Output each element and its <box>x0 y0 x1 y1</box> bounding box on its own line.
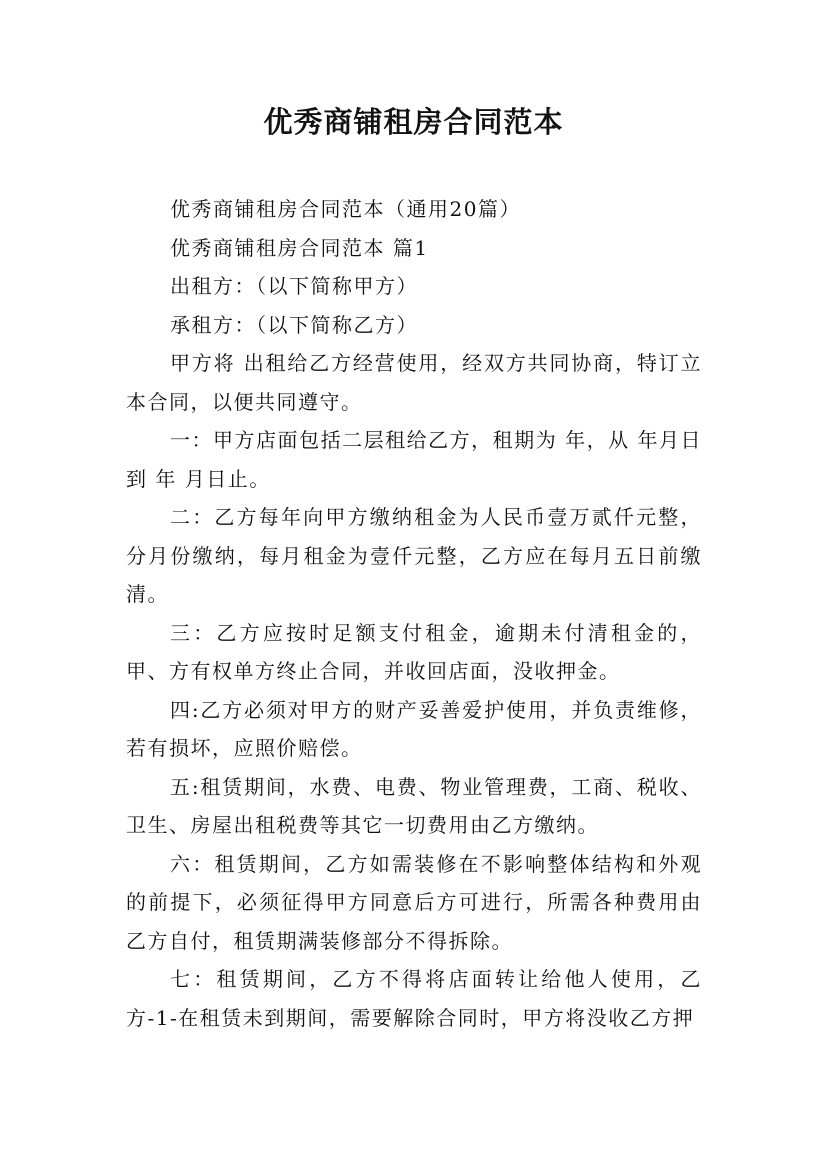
document-title: 优秀商铺租房合同范本 <box>263 105 564 139</box>
paragraph-clause-7: 七：租赁期间，乙方不得将店面转让给他人使用，乙方-1-在租赁未到期间，需要解除合同时，甲方将没收乙方押 <box>126 967 702 1030</box>
paragraph-section-heading: 优秀商铺租房合同范本 篇1 <box>170 235 429 260</box>
paragraph-intro: 甲方将 出租给乙方经营使用，经双方共同协商，特订立本合同，以便共同遵守。 <box>126 351 702 414</box>
paragraph-clause-4: 四:乙方必须对甲方的财产妥善爱护使用，并负责维修，若有损坏，应照价赔偿。 <box>126 697 702 760</box>
paragraph-lessee: 承租方：（以下简称乙方） <box>170 312 418 337</box>
paragraph-clause-1: 一：甲方店面包括二层租给乙方，租期为 年，从 年月日到 年 月日止。 <box>126 428 702 491</box>
paragraph-clause-6: 六：租赁期间，乙方如需装修在不影响整体结构和外观的前提下，必须征得甲方同意后方可进行，所需各种费用由乙方自付，租赁期满装修部分不得拆除。 <box>126 851 702 953</box>
paragraph-clause-5: 五:租赁期间，水费、电费、物业管理费，工商、税收、卫生、房屋出租税费等其它一切费用由乙方缴纳。 <box>126 774 702 837</box>
document-body <box>126 190 702 1037</box>
paragraph-clause-3: 三：乙方应按时足额支付租金，逾期未付清租金的，甲、方有权单方终止合同，并收回店面，没收押金。 <box>126 620 702 683</box>
paragraph-lessor: 出租方：（以下简称甲方） <box>170 274 418 298</box>
paragraph-clause-2: 二：乙方每年向甲方缴纳租金为人民币壹万贰仟元整，分月份缴纳，每月租金为壹仟元整，乙方应在每月五日前缴清。 <box>126 505 702 606</box>
paragraph-subtitle: 优秀商铺租房合同范本（通用20篇） <box>170 197 521 221</box>
